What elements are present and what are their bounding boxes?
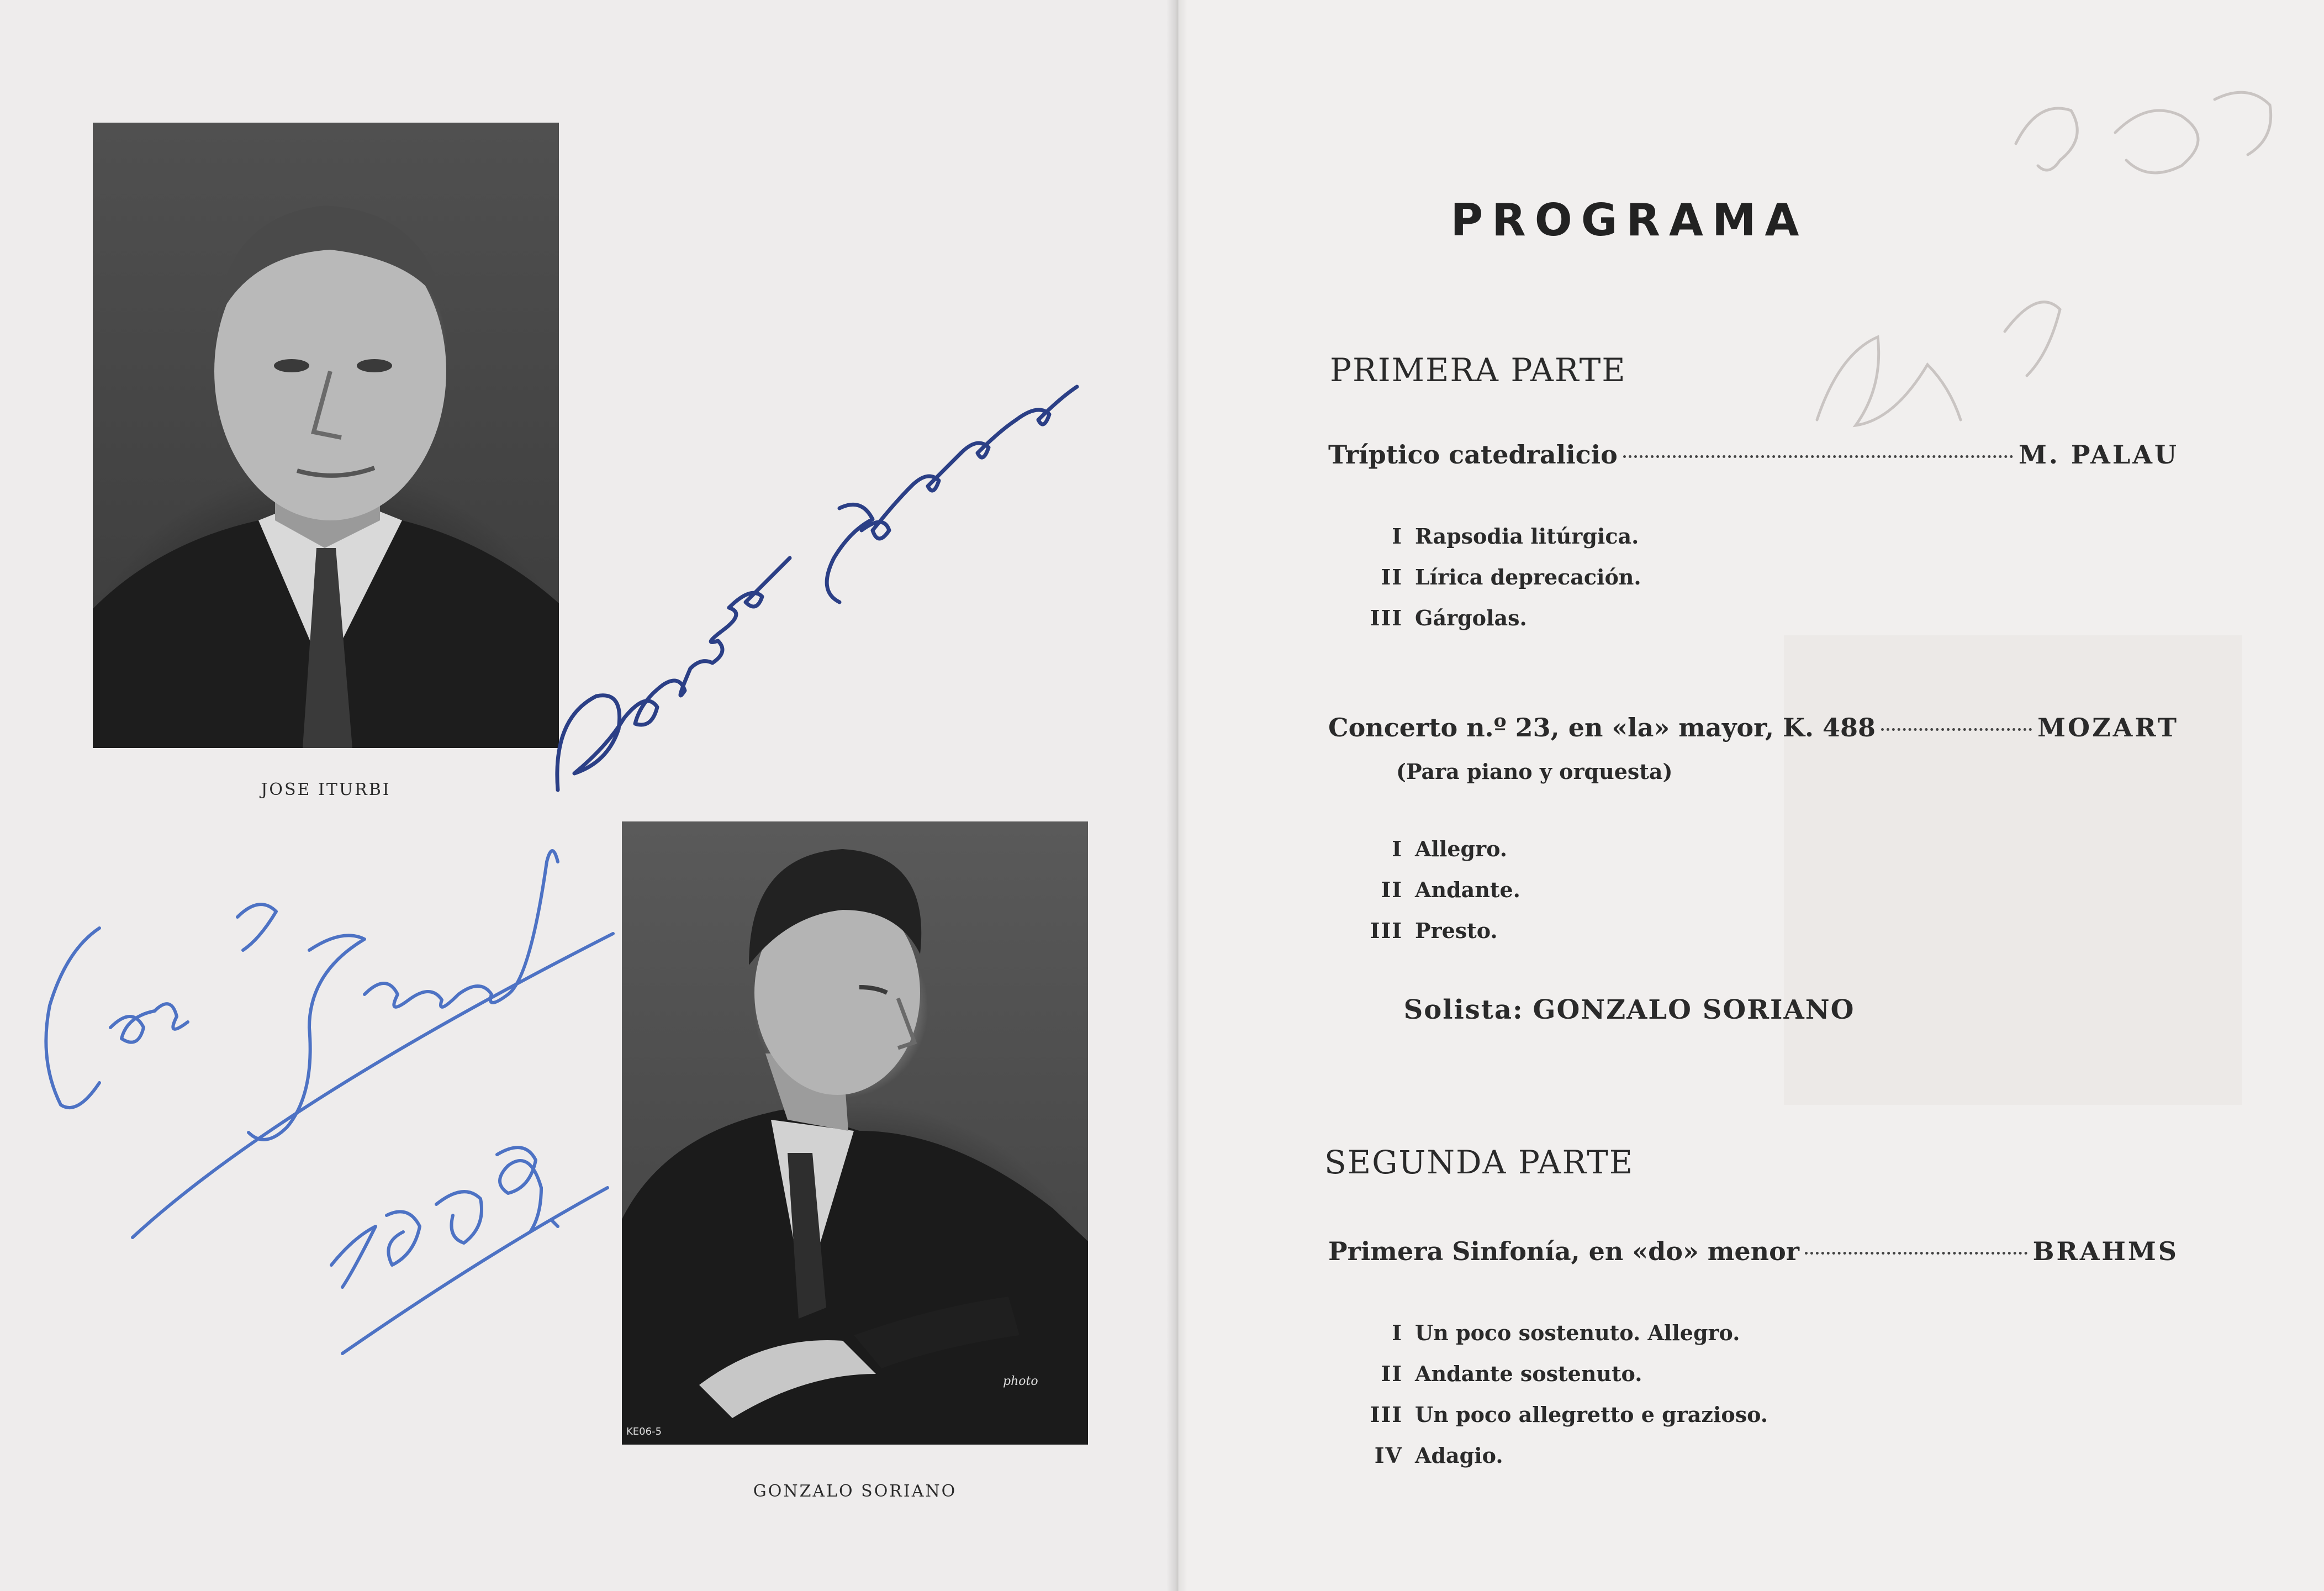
movement-number: II: [1381, 877, 1403, 902]
caption-gonzalo-soriano: GONZALO SORIANO: [753, 1482, 957, 1501]
movement-row: [1359, 524, 1639, 549]
soloist-name: GONZALO SORIANO: [1533, 994, 1855, 1025]
caption-jose-iturbi: JOSE ITURBI: [261, 780, 391, 799]
movement-number: II: [1381, 1361, 1403, 1386]
work-row-palau: [1328, 440, 2179, 470]
work-composer: MOZART: [2037, 713, 2179, 742]
dot-leader: [1623, 455, 2013, 458]
movement-row: [1359, 1402, 1768, 1427]
movement-number: III: [1370, 1402, 1403, 1427]
movement-row: [1359, 918, 1498, 943]
work-note: (Para piano y orquesta): [1396, 759, 1673, 784]
movement-name: Un poco allegretto e grazioso.: [1415, 1402, 1768, 1427]
soloist-line: [1176, 994, 2082, 1025]
svg-text:photo: photo: [1003, 1374, 1038, 1388]
movement-row: [1359, 1443, 1503, 1468]
movement-name: Andante.: [1415, 877, 1520, 902]
movement-name: Allegro.: [1415, 836, 1508, 861]
movement-name: Andante sostenuto.: [1415, 1361, 1642, 1386]
movement-name: Lírica deprecación.: [1415, 565, 1641, 589]
movement-number: I: [1392, 524, 1403, 549]
photo-mark: KE06-5: [626, 1426, 662, 1437]
movement-row: [1359, 836, 1507, 861]
dot-leader: [1805, 1252, 2027, 1255]
work-title: Tríptico catedralicio: [1328, 440, 1618, 470]
signature-gonzalo-soriano: [557, 387, 1077, 790]
work-composer: M. PALAU: [2018, 440, 2179, 470]
movement-row: [1359, 877, 1520, 902]
signature-jose-iturbi: [46, 851, 613, 1353]
part-heading-primera: PRIMERA PARTE: [1330, 351, 1626, 389]
movement-row: [1359, 1320, 1740, 1345]
movement-name: Un poco sostenuto. Allegro.: [1415, 1320, 1740, 1345]
movement-number: I: [1392, 1320, 1403, 1345]
movement-number: III: [1370, 605, 1403, 630]
work-composer: BRAHMS: [2032, 1236, 2179, 1266]
movement-number: IV: [1374, 1443, 1403, 1468]
movement-row: [1359, 565, 1641, 589]
program-title: PROGRAMA: [1450, 194, 1808, 246]
dot-leader: [1881, 728, 2032, 731]
work-row-brahms: [1328, 1236, 2179, 1266]
movement-number: I: [1392, 836, 1403, 861]
work-row-mozart: [1328, 713, 2179, 742]
movement-name: Gárgolas.: [1415, 605, 1527, 630]
movement-number: III: [1370, 918, 1403, 943]
movement-name: Rapsodia litúrgica.: [1415, 524, 1639, 549]
movement-name: Presto.: [1415, 918, 1498, 943]
work-title: Concerto n.º 23, en «la» mayor, K. 488: [1328, 713, 1876, 742]
movement-row: [1359, 605, 1527, 630]
part-heading-segunda: SEGUNDA PARTE: [1324, 1144, 1634, 1181]
movement-number: II: [1381, 565, 1403, 589]
soloist-label: Solista:: [1403, 994, 1524, 1025]
work-title: Primera Sinfonía, en «do» menor: [1328, 1236, 1800, 1266]
movement-name: Adagio.: [1415, 1443, 1503, 1468]
movement-row: [1359, 1361, 1642, 1386]
